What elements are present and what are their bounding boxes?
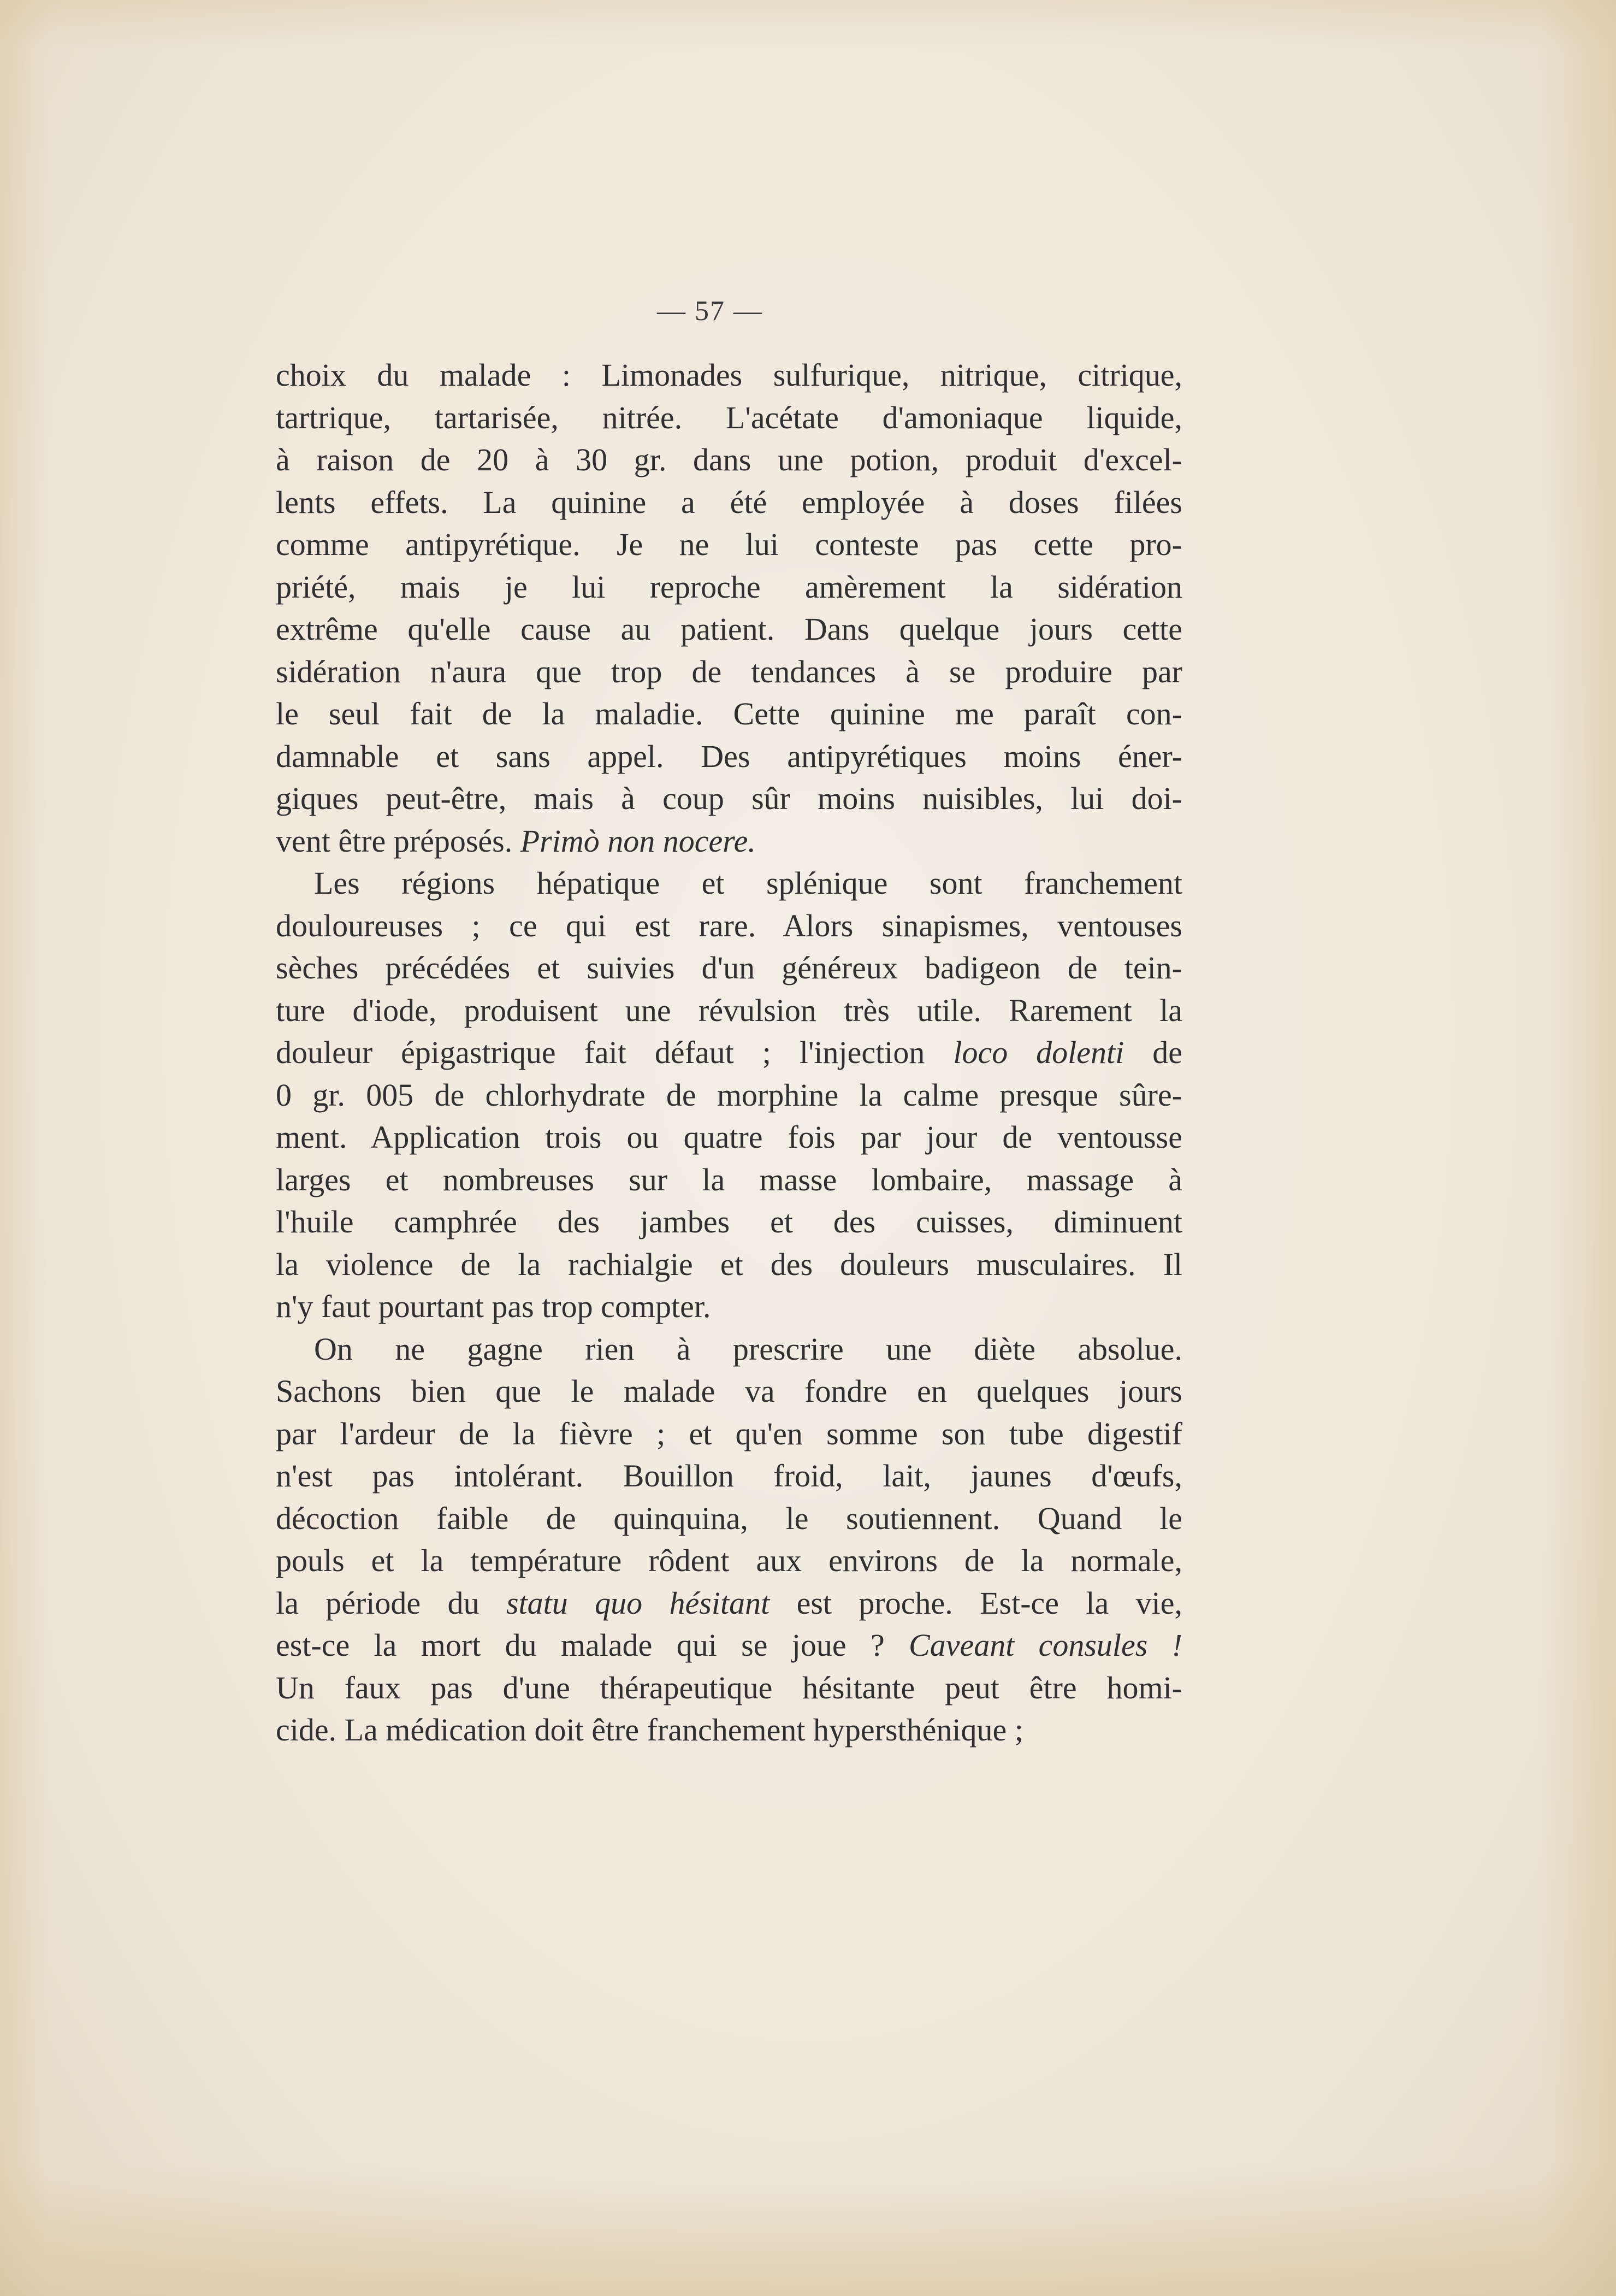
text-run: n'est pas intolérant. Bouillon froid, lait, jaunes d'œufs, xyxy=(276,1458,1182,1494)
text-run: cide. La médication doit être franchement hypersthénique ; xyxy=(276,1712,1023,1748)
text-line xyxy=(276,777,1182,820)
text-line xyxy=(276,481,1182,524)
text-run: ture d'iode, produisent une révulsion très utile. Rarement la xyxy=(276,992,1182,1028)
text-line xyxy=(276,1624,1182,1667)
page-number: — 57 — xyxy=(657,296,763,327)
text-run: lents effets. La quinine a été employée à doses filées xyxy=(276,484,1182,520)
text-line xyxy=(276,1667,1182,1709)
paragraph xyxy=(276,1328,1182,1751)
text-run: larges et nombreuses sur la masse lombaire, massage à xyxy=(276,1161,1182,1197)
text-line xyxy=(276,905,1182,947)
text-run: le seul fait de la maladie. Cette quinine me paraît con- xyxy=(276,696,1182,731)
text-run: comme antipyrétique. Je ne lui conteste pas cette pro- xyxy=(276,527,1182,562)
text-line xyxy=(276,947,1182,989)
text-run: à raison de 20 à 30 gr. dans une potion, produit d'excel- xyxy=(276,442,1182,477)
text-run: douloureuses ; ce qui est rare. Alors sinapismes, ventouses xyxy=(276,907,1182,943)
text-line xyxy=(276,1243,1182,1286)
text-run: Les régions hépatique et splénique sont franchement xyxy=(314,865,1182,901)
page-edge-shading-bottom xyxy=(0,2165,1616,2296)
text-run: damnable et sans appel. Des antipyrétiques moins éner- xyxy=(276,738,1182,774)
text-run: la violence de la rachialgie et des douleurs musculaires. Il xyxy=(276,1246,1182,1282)
text-run: tartrique, tartarisée, nitrée. L'acétate d'amoniaque liquide, xyxy=(276,399,1182,435)
text-line xyxy=(276,862,1182,905)
text-line xyxy=(276,651,1182,693)
text-run: Un faux pas d'une thérapeutique hésitante peut être homi- xyxy=(276,1669,1182,1705)
text-line xyxy=(276,1497,1182,1540)
text-line xyxy=(276,566,1182,609)
text-line xyxy=(276,820,1182,863)
page-edge-shading-left xyxy=(0,0,49,2296)
text-run: extrême qu'elle cause au patient. Dans quelque jours cette xyxy=(276,611,1182,647)
text-line xyxy=(276,354,1182,397)
text-run: de xyxy=(1124,1035,1183,1070)
text-line xyxy=(276,1539,1182,1582)
italic-text: statu quo hésitant xyxy=(506,1585,770,1621)
italic-text: loco dolenti xyxy=(953,1035,1124,1070)
text-line xyxy=(276,439,1182,481)
text-run: par l'ardeur de la fièvre ; et qu'en somme son tube digestif xyxy=(276,1415,1182,1451)
paragraph xyxy=(276,862,1182,1328)
text-line xyxy=(276,1159,1182,1201)
page-edge-shading-top xyxy=(0,0,1616,49)
text-line xyxy=(276,1031,1182,1074)
text-run: n'y faut pourtant pas trop compter. xyxy=(276,1289,711,1324)
text-run: douleur épigastrique fait défaut ; l'injection xyxy=(276,1035,954,1070)
text-line xyxy=(276,735,1182,778)
text-run: On ne gagne rien à prescrire une diète absolue. xyxy=(314,1331,1182,1367)
text-line xyxy=(276,1074,1182,1117)
text-run: est proche. Est-ce la vie, xyxy=(769,1585,1183,1621)
text-line xyxy=(276,523,1182,566)
text-line xyxy=(276,1285,1182,1328)
text-run: est-ce la mort du malade qui se joue ? xyxy=(276,1627,909,1663)
paragraph xyxy=(276,354,1182,862)
text-line xyxy=(276,1582,1182,1625)
text-run: sidération n'aura que trop de tendances à se produire par xyxy=(276,653,1182,689)
italic-text: Caveant consules ! xyxy=(909,1627,1183,1663)
text-run: Sachons bien que le malade va fondre en quelques jours xyxy=(276,1373,1182,1409)
text-line xyxy=(276,608,1182,651)
text-line xyxy=(276,1455,1182,1497)
text-run: ment. Application trois ou quatre fois par jour de ventousse xyxy=(276,1119,1182,1155)
text-line xyxy=(276,1201,1182,1243)
page-edge-shading-right xyxy=(1540,0,1616,2296)
body-text xyxy=(276,354,1182,1751)
text-run: 0 gr. 005 de chlorhydrate de morphine la calme presque sûre- xyxy=(276,1077,1182,1113)
text-run: giques peut-être, mais à coup sûr moins nuisibles, lui doi- xyxy=(276,781,1182,816)
text-run: décoction faible de quinquina, le soutiennent. Quand le xyxy=(276,1500,1182,1536)
text-line xyxy=(276,1413,1182,1455)
text-line xyxy=(276,1116,1182,1159)
text-run: pouls et la température rôdent aux environs de la normale, xyxy=(276,1543,1182,1578)
text-run: la période du xyxy=(276,1585,506,1621)
text-line xyxy=(276,989,1182,1032)
text-run: choix du malade : Limonades sulfurique, nitrique, citrique, xyxy=(276,357,1182,393)
text-line xyxy=(276,1709,1182,1751)
text-line xyxy=(276,397,1182,439)
text-run: l'huile camphrée des jambes et des cuisses, diminuent xyxy=(276,1204,1182,1240)
text-line xyxy=(276,693,1182,735)
text-run: vent être préposés. xyxy=(276,823,520,859)
italic-text: Primò non nocere. xyxy=(520,823,756,859)
text-run: priété, mais je lui reproche amèrement la sidération xyxy=(276,569,1182,605)
text-line xyxy=(276,1370,1182,1413)
text-run: sèches précédées et suivies d'un généreux badigeon de tein- xyxy=(276,950,1182,985)
text-line xyxy=(276,1328,1182,1371)
